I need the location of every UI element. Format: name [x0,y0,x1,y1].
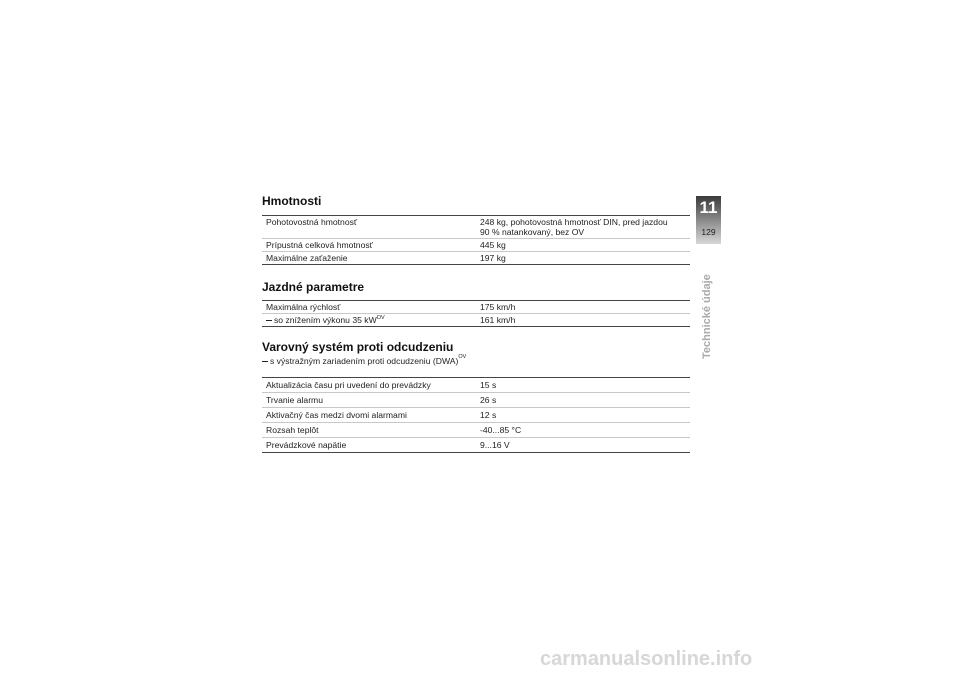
table-row [262,301,690,314]
table-row [262,378,690,393]
table-row [262,216,690,239]
table-cell-label [262,314,476,327]
table-cell-value: 197 kg [480,253,506,263]
page-number: 129 [701,227,716,237]
table-cell-value: 12 s [480,410,497,420]
table-cell-value: 175 km/h [480,302,516,312]
table-row [262,314,690,327]
chapter-title: Technické údaje [701,274,713,359]
table-cell-label: Aktualizácia času pri uvedení do prevádzky [266,380,431,390]
table-row [262,252,690,265]
table-cell-value [476,216,690,239]
table-row [262,438,690,453]
table-cell-label: Rozsah teplôt [266,425,319,435]
table-cell-label: Aktivačný čas medzi dvomi alarmami [266,410,407,420]
table-cell-value: -40...85 °C [480,425,522,435]
dash-bullet-icon [262,361,268,362]
chapter-number: 11 [699,198,718,217]
table-cell-label: Pohotovostná hmotnosť [266,217,358,227]
note-text: s výstražným zariadením proti odcudzeniu (DWA) [270,356,459,366]
table-cell-value: 445 kg [480,240,506,250]
chapter-tab [696,196,721,244]
table-row [262,423,690,438]
section-title-alarm: Varovný systém proti odcudzeniu [262,340,454,354]
weights-table [262,215,690,265]
alarm-table [262,377,690,453]
table-cell-label: Prevádzkové napätie [266,440,347,450]
table-cell-value: 15 s [480,380,497,390]
value-line-2: 90 % natankovaný, bez OV [480,227,585,237]
table-cell-label: Maximálna rýchlosť [266,302,341,312]
option-marker: OV [458,354,467,360]
value-line-1: 248 kg, pohotovostná hmotnosť DIN, pred jazdou [480,217,668,227]
table-cell-label: Maximálne zaťaženie [266,253,348,263]
label-text: so znížením výkonu 35 kW [274,315,377,325]
table-cell-label: Trvanie alarmu [266,395,323,405]
driving-table [262,300,690,327]
alarm-note [262,356,466,366]
table-cell-label: Prípustná celková hmotnosť [266,240,373,250]
table-row [262,393,690,408]
dash-bullet-icon [266,320,272,321]
table-cell-value: 161 km/h [480,315,516,325]
table-row [262,408,690,423]
table-cell-value: 9...16 V [480,440,510,450]
table-cell-value: 26 s [480,395,497,405]
section-title-weights: Hmotnosti [262,194,322,208]
watermark: carmanualsonline.info [540,648,753,670]
section-title-driving: Jazdné parametre [262,280,365,294]
option-marker: OV [376,315,385,321]
table-row [262,239,690,252]
